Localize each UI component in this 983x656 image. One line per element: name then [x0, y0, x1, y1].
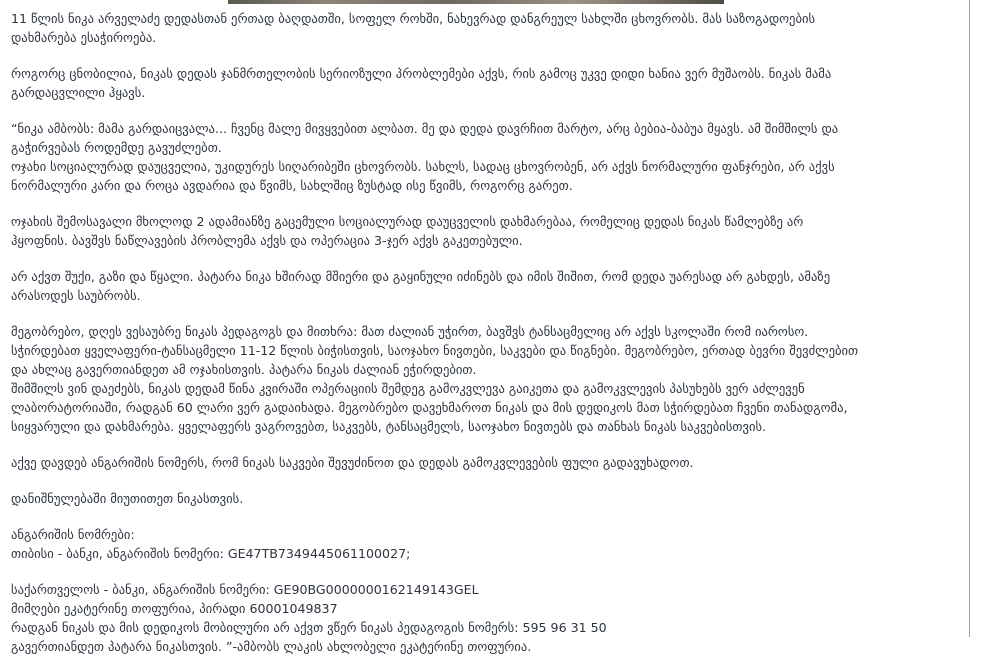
text-line: არ აქვთ შუქი, გაზი და წყალი. პატარა ნიკა ხშირად მშიერი და გაყინული იძინებს და იმის შიშით, რომ დედა უარესად არ გახდეს, ამაზე	[11, 269, 831, 284]
text-line: და ახლაც გავერთიანდეთ ამ ოჯახისთვის. პატარა ნიკას ძალიან ეჭირდებით.	[11, 362, 477, 377]
text-line: ოჯახის შემოსავალი მხოლოდ 2 ადამიანზე გაცემული სოციალურად დაუცველის დახმარებაა, რომელიც დედას ნიკას წამლებზე არ	[11, 214, 804, 229]
text-line: გაჭირვებას როდემდე გავუძლებთ.	[11, 140, 222, 155]
text-line: 11 წლის ნიკა არველაძე დედასთან ერთად ბაღდათში, სოფელ როხში, ნახევრად დანგრეულ სახლში ცხოვრობს. მას საზოგადოების	[11, 11, 816, 26]
article-body	[11, 9, 961, 656]
text-line: თიბისი - ბანკი, ანგარიშის ნომერი: GE47TB7349445061100027;	[11, 546, 411, 561]
scrollbar-edge[interactable]	[969, 0, 970, 637]
text-line: როგორც ცნობილია, ნიკას დედას ჯანმრთელობის სერიოზული პრობლემები აქვს, რის გამოც უკვე დიდი ხანია ვერ მუშაობს. ნიკას მამა	[11, 66, 832, 81]
text-line: დახმარება ესაჭიროება.	[11, 30, 157, 45]
article-paragraph	[11, 322, 961, 436]
text-line: არასოდეს საუბრობს.	[11, 288, 141, 303]
text-line: ნორმალური კარი და როცა ავდარია და წვიმს, სახლშიც ზუსტად ისე წვიმს, როგორც გარეთ.	[11, 178, 573, 193]
text-line: ოჯახი სოციალურად დაუცველია, უკიდურეს სიღარიბეში ცხოვრობს. სახლს, სადაც ცხოვრობენ, არ აქვს ნორმალური ფანჯრები, არ აქვს	[11, 159, 835, 174]
article-paragraph	[11, 267, 961, 305]
text-line: ლაბორატორიაში, რადგან 60 ლარი ვერ გადაიხადა. მეგობრებო დავეხმაროთ ნიკას და მის დედიკოს მათ სჭირდებათ ჩვენი თანადგომა,	[11, 400, 848, 415]
text-line: დანიშნულებაში მიუთითეთ ნიკასთვის.	[11, 491, 244, 506]
article-paragraph	[11, 64, 961, 102]
text-line: მეგობრებო, დღეს ვესაუბრე ნიკას პედაგოგს და მითხრა: მათ ძალიან უჭირთ, ბავშვს ტანსაცმელიც არ აქვს სკოლაში რომ იაროსო.	[11, 324, 809, 339]
account-numbers	[11, 525, 961, 563]
text-line: გავერთიანდეთ პატარა ნიკასთვის. ”-ამბობს ლაკის ახლობელი ეკატერინე თოფურია.	[11, 639, 532, 654]
text-line: აქვე დავდებ ანგარიშის ნომერს, რომ ნიკას საკვები შევუძინოთ და დედას გამოკვლევების ფული გადავუხადოთ.	[11, 455, 694, 470]
article-paragraph	[11, 212, 961, 250]
text-line: “ნიკა ამბობს: მამა გარდაიცვალა... ჩვენც მალე მივყვებით ალბათ. მე და დედა დავრჩით მარტო, არც ბებია-ბაბუა მყავს. ამ შიმშილს და	[11, 121, 839, 136]
text-line: ჰყოფნის. ბავშვს ნაწლავების პრობლემა აქვს და ოპერაცია 3-ჯერ აქვს გაკეთებული.	[11, 233, 523, 248]
text-line: სჭირდებათ ყველაფერი-ტანსაცმელი 11-12 წლის ბიჭისთვის, საოჯახო ნივთები, საკვები და წიგნები. მეგობრებო, ერთად ბევრი შევძლებით	[11, 343, 859, 358]
text-line: შიმშილს ვინ დაეძებს, ნიკას დედამ წინა კვირაში ოპერაციის შემდეგ გამოკვლევა გაიკეთა და გამოკვლევის პასუხებს ვერ აძლევენ	[11, 381, 805, 396]
text-line: საქართველოს - ბანკი, ანგარიშის ნომერი: GE90BG0000000162149143GEL	[11, 582, 479, 597]
text-line: გარდაცვლილი ჰყავს.	[11, 85, 146, 100]
article-image	[228, 0, 724, 4]
text-line: ანგარიშის ნომრები:	[11, 527, 135, 542]
account-details	[11, 580, 961, 656]
article-paragraph	[11, 489, 961, 508]
article-paragraph	[11, 9, 961, 47]
text-line: სიყვარული და დახმარება. ყველაფერს ვაგროვებთ, საკვებს, ტანსაცმელს, საოჯახო ნივთებს და თანხას ნიკას საკვებისთვის.	[11, 419, 767, 434]
text-line: მიმღები ეკატერინე თოფურია, პირადი 60001049837	[11, 601, 338, 616]
article-paragraph	[11, 453, 961, 472]
text-line: რადგან ნიკას და მის დედიკოს მობილური არ აქვთ ვწერ ნიკას პედაგოგის ნომერს: 595 96 31 50	[11, 620, 607, 635]
article-paragraph	[11, 119, 961, 195]
